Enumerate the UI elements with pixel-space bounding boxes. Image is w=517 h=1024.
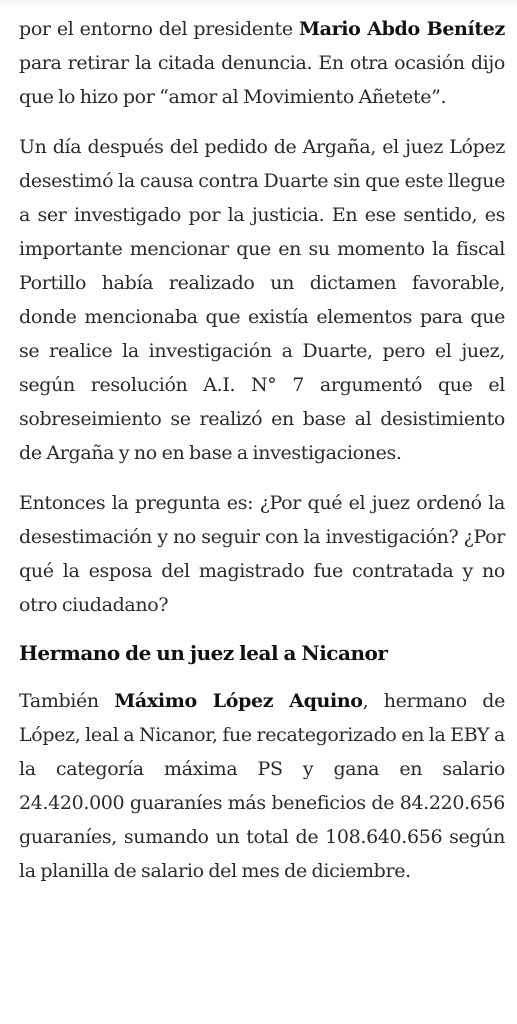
paragraph-juez-lopez: Un día después del pedido de Argaña, el juez López desestimó la causa contra Duarte sin que este llegue a ser investigado por la justicia. En ese sentido, es importante mencionar que en su momento la fiscal Portillo había realizado un dictamen favorable, donde mencionaba que existía elementos para que se realice la investigación a Duarte, pero el juez, según resolución A.I. N° 7 argumentó que el sobreseimiento se realizó en base al desistimiento de Argaña y no en base a investigaciones. <box>19 136 505 464</box>
paragraph-text: También <box>19 690 115 712</box>
paragraph-pregunta: Entonces la pregunta es: ¿Por qué el juez ordenó la desestimación y no seguir con la investigación? ¿Por qué la esposa del magistrado fue contratada y no otro ciudadano? <box>19 492 505 616</box>
paragraph-denuncia <box>19 12 505 114</box>
paragraph-text: para retirar la citada denuncia. En otra ocasión dijo que lo hizo por “amor al Movimiento Añetete”. <box>19 52 505 108</box>
paragraph-maximo-lopez <box>19 684 505 888</box>
section-heading: Hermano de un juez leal a Nicanor <box>19 641 388 665</box>
paragraph-text: , hermano de López, leal a Nicanor, fue recategorizado en la EBY a la categoría máxima PS y gana en salario 24.420.000 guaraníes más beneficios de 84.220.656 guaraníes, sumando un total de 108.640.656 según la planilla de salario del mes de diciembre. <box>19 690 505 882</box>
top-edge-shadow <box>0 0 517 8</box>
article-body <box>19 12 505 904</box>
bold-name-mario-abdo: Mario Abdo Benítez <box>298 18 505 40</box>
bold-name-maximo-lopez: Máximo López Aquino <box>114 690 363 712</box>
paragraph-text: por el entorno del presidente <box>19 18 299 40</box>
